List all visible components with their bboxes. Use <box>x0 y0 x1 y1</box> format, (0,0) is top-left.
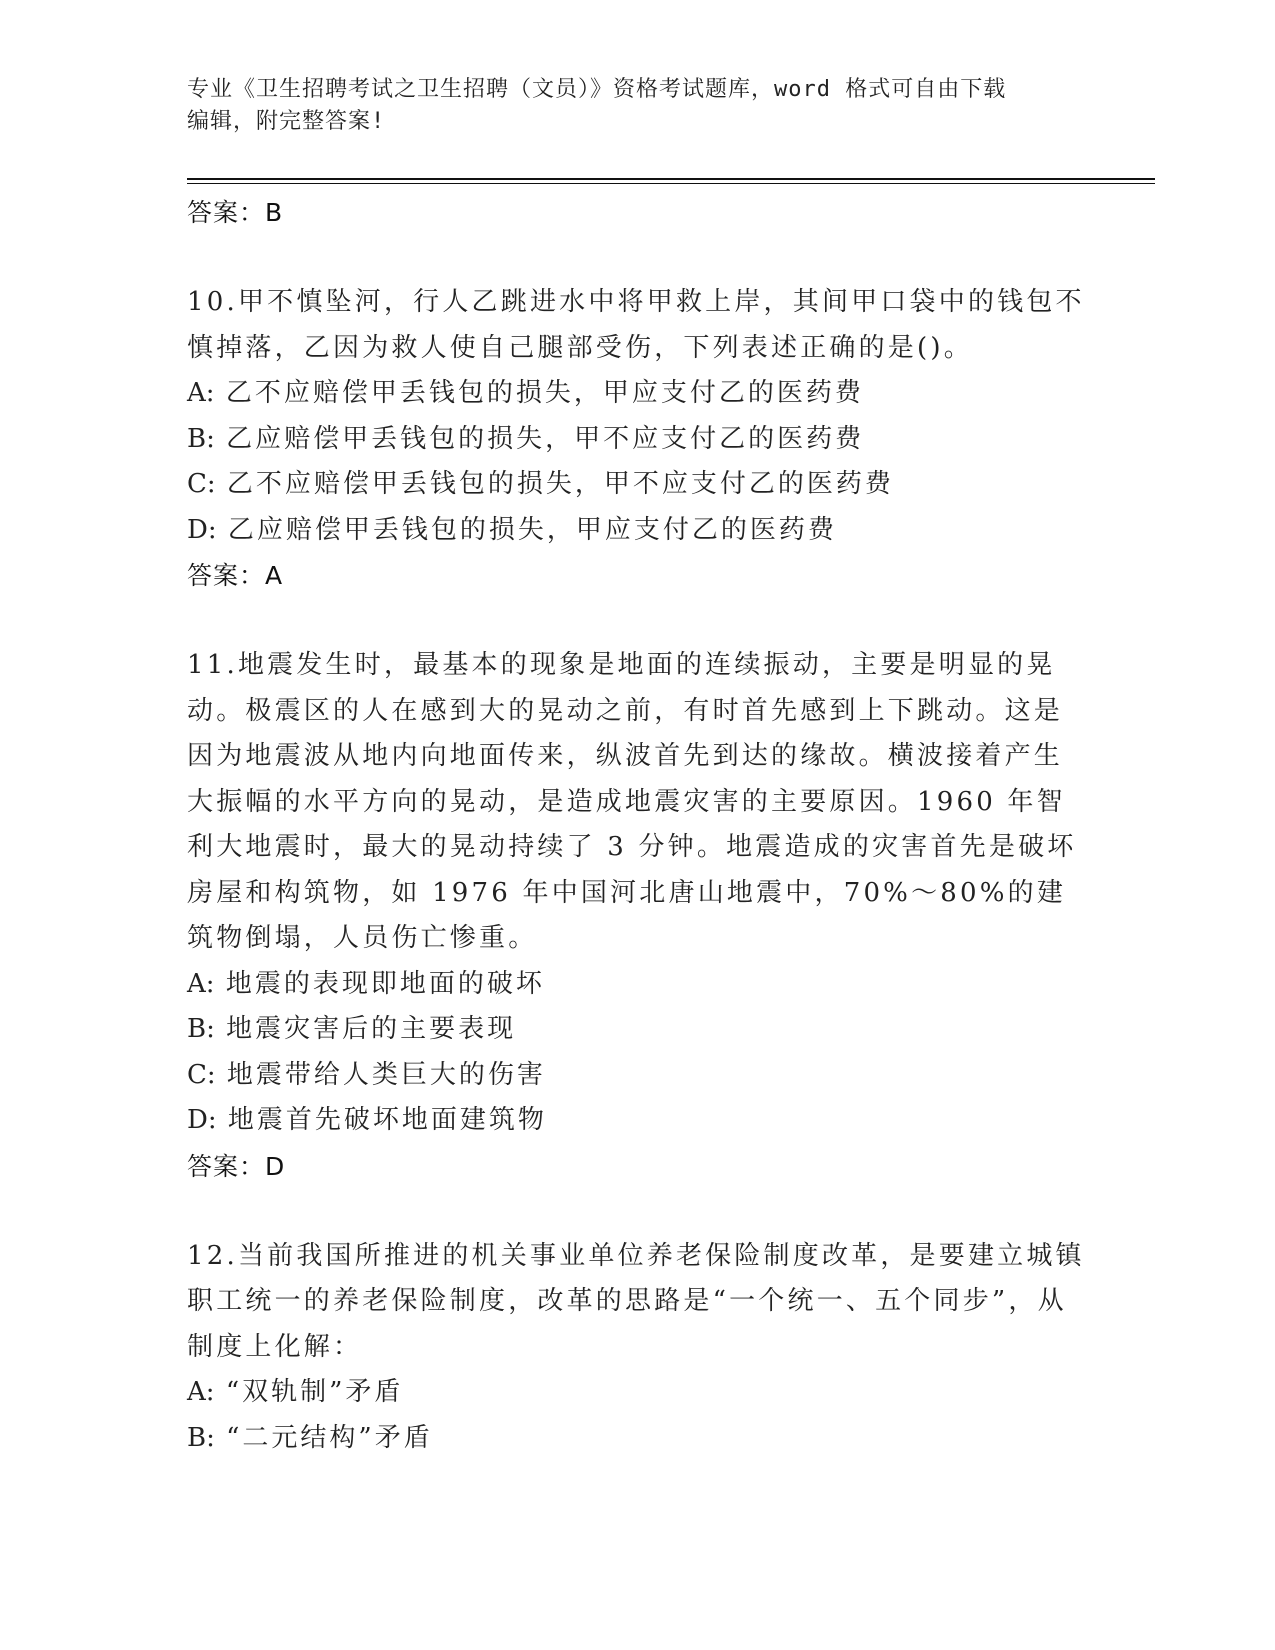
option-c <box>187 1053 1087 1099</box>
option-b <box>187 1007 1087 1053</box>
option-text: 乙应赔偿甲丢钱包的损失，甲不应支付乙的医药费 <box>226 423 865 454</box>
option-letter: B: <box>187 1422 215 1453</box>
option-a <box>187 1370 1087 1416</box>
question-12 <box>187 1234 1087 1462</box>
option-letter: B: <box>187 423 215 454</box>
option-d <box>187 508 1087 554</box>
option-text: 乙不应赔偿甲丢钱包的损失，甲应支付乙的医药费 <box>225 378 864 408</box>
option-a <box>187 371 1087 417</box>
question-text: 12.当前我国所推进的机关事业单位养老保险制度改革，是要建立城镇职工统一的养老保险制度，改革的思路是“一个统一、五个同步”，从制度上化解： <box>187 1240 1085 1362</box>
option-b <box>187 1416 1087 1462</box>
option-text: 乙应赔偿甲丢钱包的损失，甲应支付乙的医药费 <box>227 514 837 545</box>
answer: 答案：A <box>187 561 284 590</box>
option-text: 地震的表现即地面的破坏 <box>225 968 545 999</box>
header-line-1: 专业《卫生招聘考试之卫生招聘（文员）》资格考试题库，word 格式可自由下载 <box>187 77 1007 102</box>
question-text: 10.甲不慎坠河，行人乙跳进水中将甲救上岸，其间甲口袋中的钱包不慎掉落，乙因为救人使自己腿部受伤，下列表述正确的是()。 <box>187 287 1085 363</box>
option-letter: C: <box>187 1059 216 1090</box>
option-text: “二元结构”矛盾 <box>226 1422 433 1453</box>
header-rule-thick <box>187 178 1155 180</box>
question-10 <box>187 280 1087 599</box>
option-text: 地震首先破坏地面建筑物 <box>227 1105 547 1135</box>
option-text: “双轨制”矛盾 <box>225 1377 404 1407</box>
option-letter: D: <box>187 1105 217 1135</box>
option-c <box>187 462 1087 508</box>
header-rule-thin <box>187 183 1155 184</box>
option-letter: A: <box>187 968 215 999</box>
question-text: 11.地震发生时，最基本的现象是地面的连续振动，主要是明显的晃动。极震区的人在感到大的晃动之前，有时首先感到上下跳动。这是因为地震波从地内向地面传来，纵波首先到达的缘故。横波接着产生大振幅的水平方向的晃动，是造成地震灾害的主要原因。1960 年智利大地震时，最大的晃动持续了 3 分钟。地震造成的灾害首先是破坏房屋和构筑物，如 1976 年中国河北唐山地震中，70%～80%的建筑物倒塌，人员伤亡惨重。 <box>187 650 1077 953</box>
option-letter: C: <box>187 469 216 499</box>
option-a <box>187 962 1087 1008</box>
option-b <box>187 417 1087 463</box>
document-body <box>187 190 1087 1461</box>
option-text: 地震带给人类巨大的伤害 <box>226 1059 546 1090</box>
header-line-2: 编辑，附完整答案! <box>187 109 386 134</box>
option-letter: B: <box>187 1014 215 1044</box>
option-letter: D: <box>187 514 217 545</box>
answer: 答案：D <box>187 1151 286 1181</box>
option-d <box>187 1098 1087 1144</box>
document-header <box>187 74 1087 138</box>
option-text: 乙不应赔偿甲丢钱包的损失，甲不应支付乙的医药费 <box>226 469 894 499</box>
option-letter: A: <box>187 378 215 408</box>
previous-answer: 答案：B <box>187 198 284 227</box>
option-letter: A: <box>187 1377 215 1407</box>
option-text: 地震灾害后的主要表现 <box>226 1014 517 1044</box>
question-11 <box>187 643 1087 1190</box>
